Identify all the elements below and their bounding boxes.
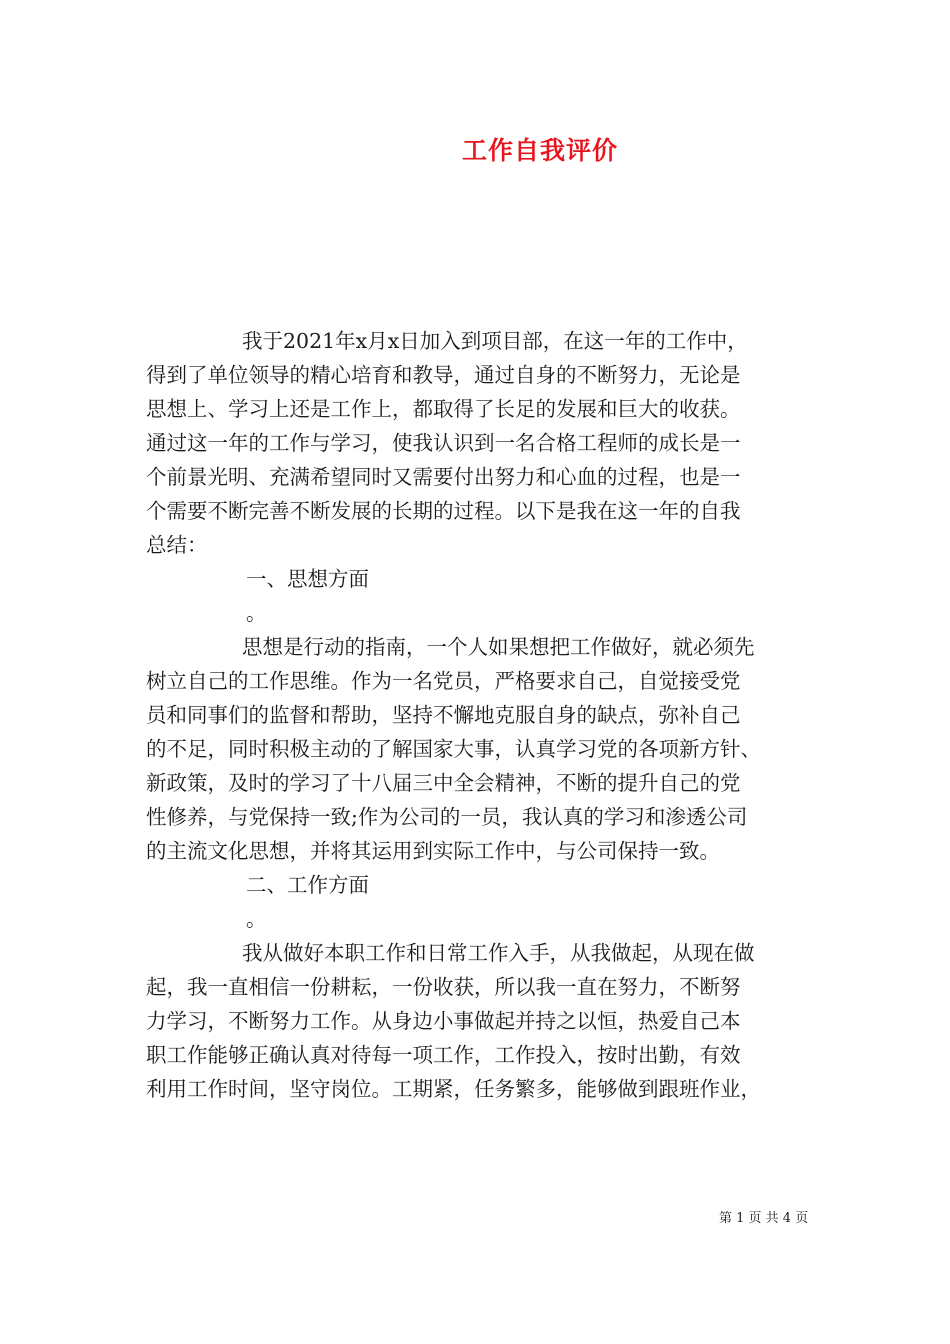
paragraph-line: 利用工作时间，坚守岗位。工期紧，任务繁多，能够做到跟班作业，: [146, 1077, 761, 1101]
paragraph-line: 个需要不断完善不断发展的长期的过程。以下是我在这一年的自我: [146, 499, 741, 523]
section-heading: 二、工作方面: [246, 873, 369, 897]
paragraph-line: 树立自己的工作思维。作为一名党员，严格要求自己，自觉接受党: [146, 669, 741, 693]
paragraph-line: 思想上、学习上还是工作上，都取得了长足的发展和巨大的收获。: [146, 397, 741, 421]
document-body: [146, 324, 814, 1106]
paragraph-line: 通过这一年的工作与学习，使我认识到一名合格工程师的成长是一: [146, 431, 741, 455]
paragraph-line: 性修养，与党保持一致;作为公司的一员，我认真的学习和渗透公司: [146, 805, 748, 829]
paragraph-line: 力学习，不断努力工作。从身边小事做起并持之以恒，热爱自己本: [146, 1009, 741, 1033]
paragraph-line: 个前景光明、充满希望同时又需要付出努力和心血的过程，也是一: [146, 465, 741, 489]
paragraph-line: 员和同事们的监督和帮助，坚持不懈地克服自身的缺点，弥补自己: [146, 703, 741, 727]
paragraph-line: 的不足，同时积极主动的了解国家大事，认真学习党的各项新方针、: [146, 737, 761, 761]
section-dot: 。: [246, 601, 267, 625]
paragraph-line: 思想是行动的指南，一个人如果想把工作做好，就必须先: [242, 635, 755, 659]
paragraph-line: 起，我一直相信一份耕耘，一份收获，所以我一直在努力，不断努: [146, 975, 741, 999]
paragraph-line: 我从做好本职工作和日常工作入手，从我做起，从现在做: [242, 941, 755, 965]
paragraph-line: 职工作能够正确认真对待每一项工作，工作投入，按时出勤，有效: [146, 1043, 741, 1067]
paragraph-line: 得到了单位领导的精心培育和教导，通过自身的不断努力，无论是: [146, 363, 741, 387]
paragraph-line: 的主流文化思想，并将其运用到实际工作中，与公司保持一致。: [146, 839, 720, 863]
section-heading: 一、思想方面: [246, 567, 369, 591]
paragraph-line: 总结：: [146, 533, 208, 557]
paragraph-line: 我于2021年x月x日加入到项目部，在这一年的工作中，: [242, 329, 748, 353]
page-footer: 第 1 页 共 4 页: [719, 1211, 809, 1226]
paragraph-line: 新政策，及时的学习了十八届三中全会精神，不断的提升自己的党: [146, 771, 741, 795]
document-title: 工作自我评价: [461, 136, 618, 165]
section-dot: 。: [246, 907, 267, 931]
